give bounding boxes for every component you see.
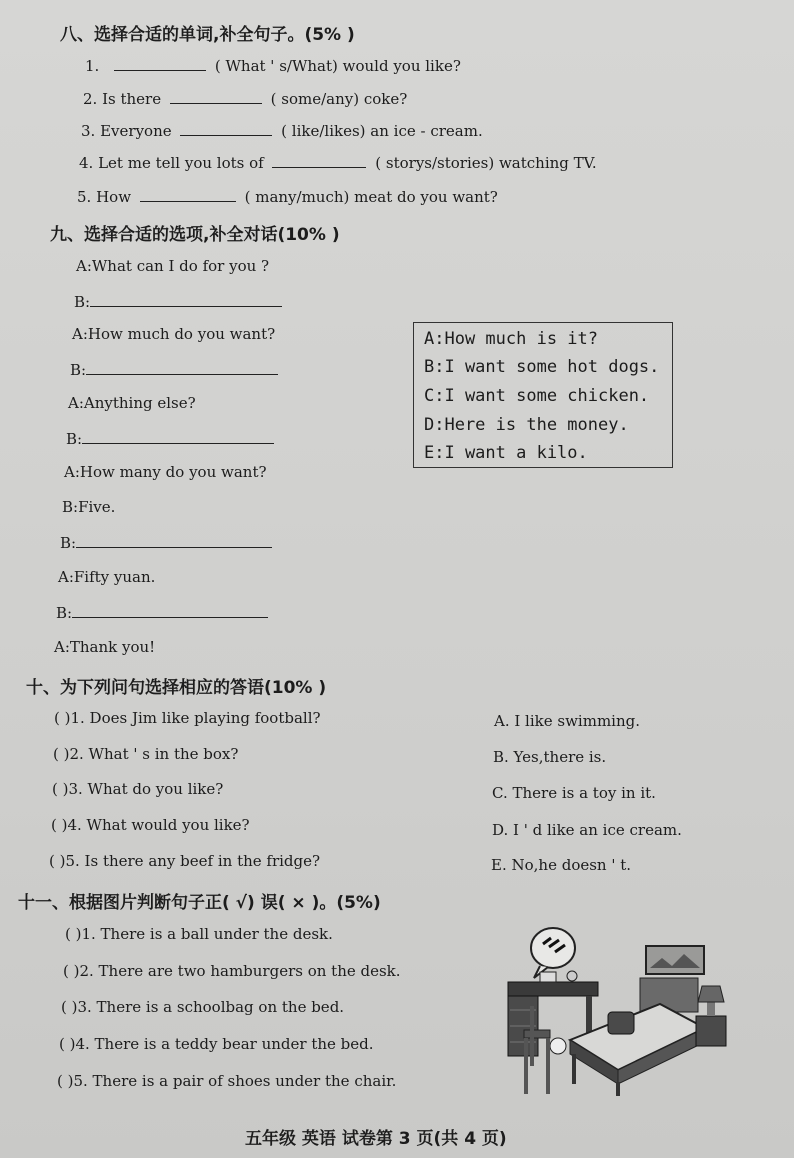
s11-item-3[interactable]: ( )3. There is a schoolbag on the bed.: [61, 998, 345, 1016]
s8-blank-2[interactable]: [170, 89, 262, 104]
s9-option-d: D:Here is the money.: [424, 415, 629, 435]
s11-item-5[interactable]: ( )5. There is a pair of shoes under the chair.: [57, 1072, 397, 1090]
bed-headboard: [640, 978, 698, 1012]
s8-item-1-text: ( What ' s/What) would you like?: [214, 57, 461, 75]
desk: [508, 982, 598, 996]
s8-item-4-num: 4.: [79, 154, 94, 172]
s8-item-1: [85, 56, 461, 75]
s8-blank-3[interactable]: [180, 121, 272, 136]
section-9-title: 九、选择合适的选项,补全对话(10% ): [50, 225, 340, 245]
s9-option-c: C:I want some chicken.: [424, 386, 650, 406]
s11-item-2[interactable]: ( )2. There are two hamburgers on the desk.: [63, 962, 401, 980]
section-8-title: 八、选择合适的单词,补全句子。(5% ): [60, 25, 355, 45]
s10-answer-d: D. I ' d like an ice cream.: [492, 821, 682, 839]
s9-line-3: A:How much do you want?: [72, 325, 276, 343]
lamp: [698, 986, 724, 1002]
page-footer: 五年级 英语 试卷第 3 页(共 4 页): [245, 1129, 507, 1149]
s9-option-e: E:I want a kilo.: [424, 443, 588, 463]
s9-line-4-speaker: B:: [70, 361, 87, 379]
s8-item-2: [83, 89, 407, 108]
s9-line-11: [56, 603, 268, 622]
s8-item-3: [81, 121, 483, 140]
s10-answer-a: A. I like swimming.: [494, 712, 641, 730]
s9-line-9: [60, 533, 272, 552]
schoolbag: [608, 1012, 634, 1034]
s10-question-5[interactable]: ( )5. Is there any beef in the fridge?: [49, 852, 321, 870]
s8-blank-4[interactable]: [272, 153, 366, 168]
s9-line-2-speaker: B:: [74, 293, 91, 311]
s9-line-7: A:How many do you want?: [64, 463, 267, 481]
s9-line-4: [70, 360, 278, 379]
s8-item-5-before: How: [96, 188, 132, 206]
s9-line-12: A:Thank you!: [54, 638, 156, 656]
thought-bubble: [531, 928, 575, 968]
s10-question-3[interactable]: ( )3. What do you like?: [52, 780, 224, 798]
nightstand: [696, 1016, 726, 1046]
chair: [524, 1030, 550, 1038]
s9-line-10: A:Fifty yuan.: [58, 568, 156, 586]
s10-question-4[interactable]: ( )4. What would you like?: [51, 816, 250, 834]
s8-item-3-text: ( like/likes) an ice - cream.: [281, 122, 483, 140]
s8-item-5-num: 5.: [77, 188, 92, 206]
s8-item-2-before: Is there: [102, 90, 162, 108]
s9-blank-2[interactable]: [86, 360, 278, 375]
s8-item-3-before: Everyone: [100, 122, 172, 140]
s8-item-4-text: ( storys/stories) watching TV.: [375, 154, 597, 172]
s9-line-6: [66, 429, 274, 448]
s9-line-9-speaker: B:: [60, 534, 77, 552]
section-11-title: 十一、根据图片判断句子正( √) 误( × )。(5%): [18, 893, 381, 913]
s9-blank-4[interactable]: [76, 533, 272, 548]
s8-item-4-before: Let me tell you lots of: [98, 154, 264, 172]
s10-answer-e: E. No,he doesn ' t.: [491, 856, 632, 874]
s10-answer-c: C. There is a toy in it.: [492, 784, 656, 802]
wall-picture: [646, 946, 704, 974]
bedroom-illustration: [500, 920, 740, 1100]
s8-item-2-text: ( some/any) coke?: [270, 90, 408, 108]
s8-blank-1[interactable]: [114, 56, 206, 71]
s9-blank-3[interactable]: [82, 429, 274, 444]
section-10-title: 十、为下列问句选择相应的答语(10% ): [26, 678, 327, 698]
s9-option-b: B:I want some hot dogs.: [424, 357, 660, 377]
ball: [550, 1038, 566, 1054]
s11-item-4[interactable]: ( )4. There is a teddy bear under the bed.: [59, 1035, 374, 1053]
s9-options-box: [413, 322, 673, 468]
s8-item-3-num: 3.: [81, 122, 96, 140]
s9-line-5: A:Anything else?: [68, 394, 196, 412]
s9-option-a: A:How much is it?: [424, 329, 598, 349]
s10-answer-b: B. Yes,there is.: [493, 748, 607, 766]
s9-blank-5[interactable]: [72, 603, 268, 618]
s9-line-11-speaker: B:: [56, 604, 73, 622]
s8-item-2-num: 2.: [83, 90, 98, 108]
s8-item-4: [79, 153, 597, 172]
s9-line-1: A:What can I do for you ?: [76, 257, 270, 275]
s8-item-5-text: ( many/much) meat do you want?: [244, 188, 498, 206]
s8-blank-5[interactable]: [140, 187, 236, 202]
s9-blank-1[interactable]: [90, 292, 282, 307]
s10-question-1[interactable]: ( )1. Does Jim like playing football?: [54, 709, 321, 727]
s9-line-8: B:Five.: [62, 498, 116, 516]
s11-item-1[interactable]: ( )1. There is a ball under the desk.: [65, 925, 333, 943]
s8-item-1-num: 1.: [85, 57, 100, 75]
s10-question-2[interactable]: ( )2. What ' s in the box?: [53, 745, 239, 763]
s9-line-2: [74, 292, 282, 311]
s9-line-6-speaker: B:: [66, 430, 83, 448]
s8-item-5: [77, 187, 498, 206]
